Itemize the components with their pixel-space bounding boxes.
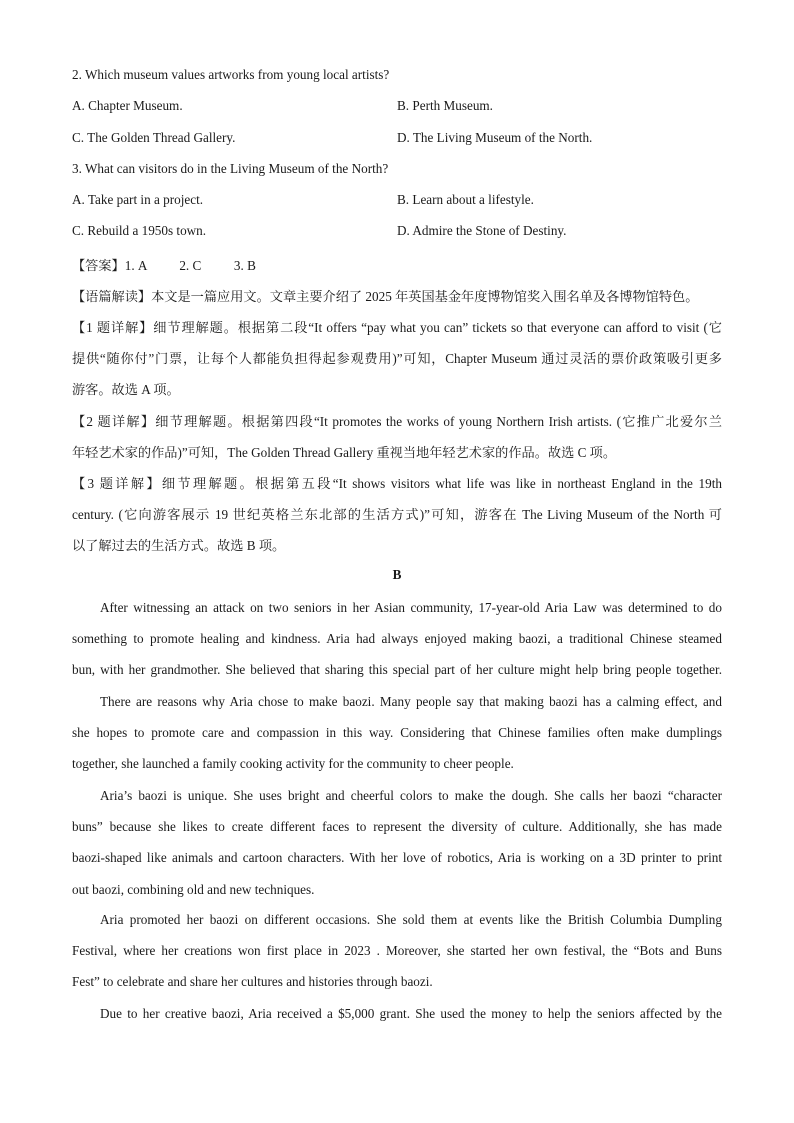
question-2-option-c: C. The Golden Thread Gallery. — [72, 130, 236, 145]
passage-line: she hopes to promote care and compassion in this way. Considering that Chinese families often make dumplings — [72, 725, 722, 741]
answer-line — [72, 255, 256, 274]
question-3-option-c: C. Rebuild a 1950s town. — [72, 223, 207, 238]
question-3-options-row-1 — [72, 192, 722, 212]
question-3-option-a: A. Take part in a project. — [72, 192, 204, 207]
analysis-detail-3-line: century. (它向游客展示 19 世纪英格兰东北部的生活方式)”可知，游客在 The Living Museum of the North 可 — [72, 507, 722, 523]
passage-line: Festival, where her creations won first place in 2023 . Moreover, she started her own festival, the “Bots and Buns — [72, 943, 722, 959]
question-2-options-row-1 — [72, 98, 722, 118]
analysis-detail-1 — [72, 318, 722, 412]
passage-line: buns” because she likes to create different faces to represent the diversity of culture. Additionally, she has made — [72, 819, 722, 835]
passage-line: There are reasons why Aria chose to make baozi. Many people say that making baozi has a calming effect, and — [100, 694, 722, 709]
passage-paragraph-1 — [72, 598, 722, 692]
analysis-detail-1-line: 【1 题详解】细节理解题。根据第二段“It offers “pay what you can” tickets so that everyone can afford to visit (它 — [72, 320, 722, 335]
question-3-options-row-2 — [72, 223, 722, 243]
passage-paragraph-5 — [72, 1004, 722, 1035]
analysis-detail-1-line: 游客。故选 A 项。 — [72, 382, 180, 398]
passage-paragraph-4 — [72, 910, 722, 1004]
answer-2: 2. C — [179, 258, 202, 273]
analysis-detail-2 — [72, 412, 722, 474]
question-2-option-d: D. The Living Museum of the North. — [397, 130, 593, 145]
passage-line: bun, with her grandmother. She believed that sharing this special part of her culture might help bring people together. — [72, 662, 722, 678]
passage-line: something to promote healing and kindness. Aria had always enjoyed making baozi, a traditional Chinese steamed — [72, 631, 722, 647]
analysis-intro-line: 【语篇解读】本文是一篇应用文。文章主要介绍了 2025 年英国基金年度博物馆奖入围名单及各博物馆特色。 — [72, 289, 699, 304]
passage-line: Aria’s baozi is unique. She uses bright and cheerful colors to make the dough. She calls her baozi “character — [100, 788, 722, 803]
question-2-options-row-2 — [72, 130, 722, 150]
analysis-detail-1-line: 提供“随你付”门票，让每个人都能负担得起参观费用)”可知，Chapter Museum 通过灵活的票价政策吸引更多 — [72, 351, 722, 367]
analysis-intro — [72, 287, 722, 318]
passage-paragraph-2 — [72, 692, 722, 786]
analysis-detail-2-line: 【2 题详解】细节理解题。根据第四段“It promotes the works of young Northern Irish artists. (它推广北爱尔兰 — [72, 414, 722, 429]
passage-line: Aria promoted her baozi on different occasions. She sold them at events like the British Columbia Dumpling — [100, 912, 722, 927]
analysis-detail-3-line: 以了解过去的生活方式。故选 B 项。 — [72, 538, 286, 554]
passage-line: Fest” to celebrate and share her cultures and histories through baozi. — [72, 974, 433, 990]
question-2-stem: 2. Which museum values artworks from young local artists? — [72, 67, 390, 82]
section-heading: B — [392, 567, 402, 582]
question-3-option-b: B. Learn about a lifestyle. — [397, 192, 534, 207]
answer-3: 3. B — [233, 258, 256, 273]
question-3-option-d: D. Admire the Stone of Destiny. — [397, 223, 567, 238]
analysis-detail-3-line: 【3 题详解】细节理解题。根据第五段“It shows visitors what life was like in northeast England in the 19th — [72, 476, 722, 491]
passage-line: After witnessing an attack on two seniors in her Asian community, 17-year-old Aria Law was determined to do — [100, 600, 722, 615]
passage-line: together, she launched a family cooking activity for the community to cheer people. — [72, 756, 514, 772]
passage-paragraph-3 — [72, 786, 722, 911]
question-2-option-b: B. Perth Museum. — [397, 98, 493, 113]
question-3-stem: 3. What can visitors do in the Living Museum of the North? — [72, 161, 389, 176]
analysis-detail-3 — [72, 474, 722, 568]
passage-line: out baozi, combining old and new techniques. — [72, 881, 315, 897]
answer-1: 【答案】1. A — [72, 258, 147, 273]
passage-line: Due to her creative baozi, Aria received a $5,000 grant. She used the money to help the seniors affected by the — [100, 1006, 722, 1021]
passage-line: baozi-shaped like animals and cartoon characters. With her love of robotics, Aria is working on a 3D printer to print — [72, 850, 722, 866]
question-2-option-a: A. Chapter Museum. — [72, 98, 183, 113]
analysis-detail-2-line: 年轻艺术家的作品)”可知，The Golden Thread Gallery 重视当地年轻艺术家的作品。故选 C 项。 — [72, 445, 617, 461]
